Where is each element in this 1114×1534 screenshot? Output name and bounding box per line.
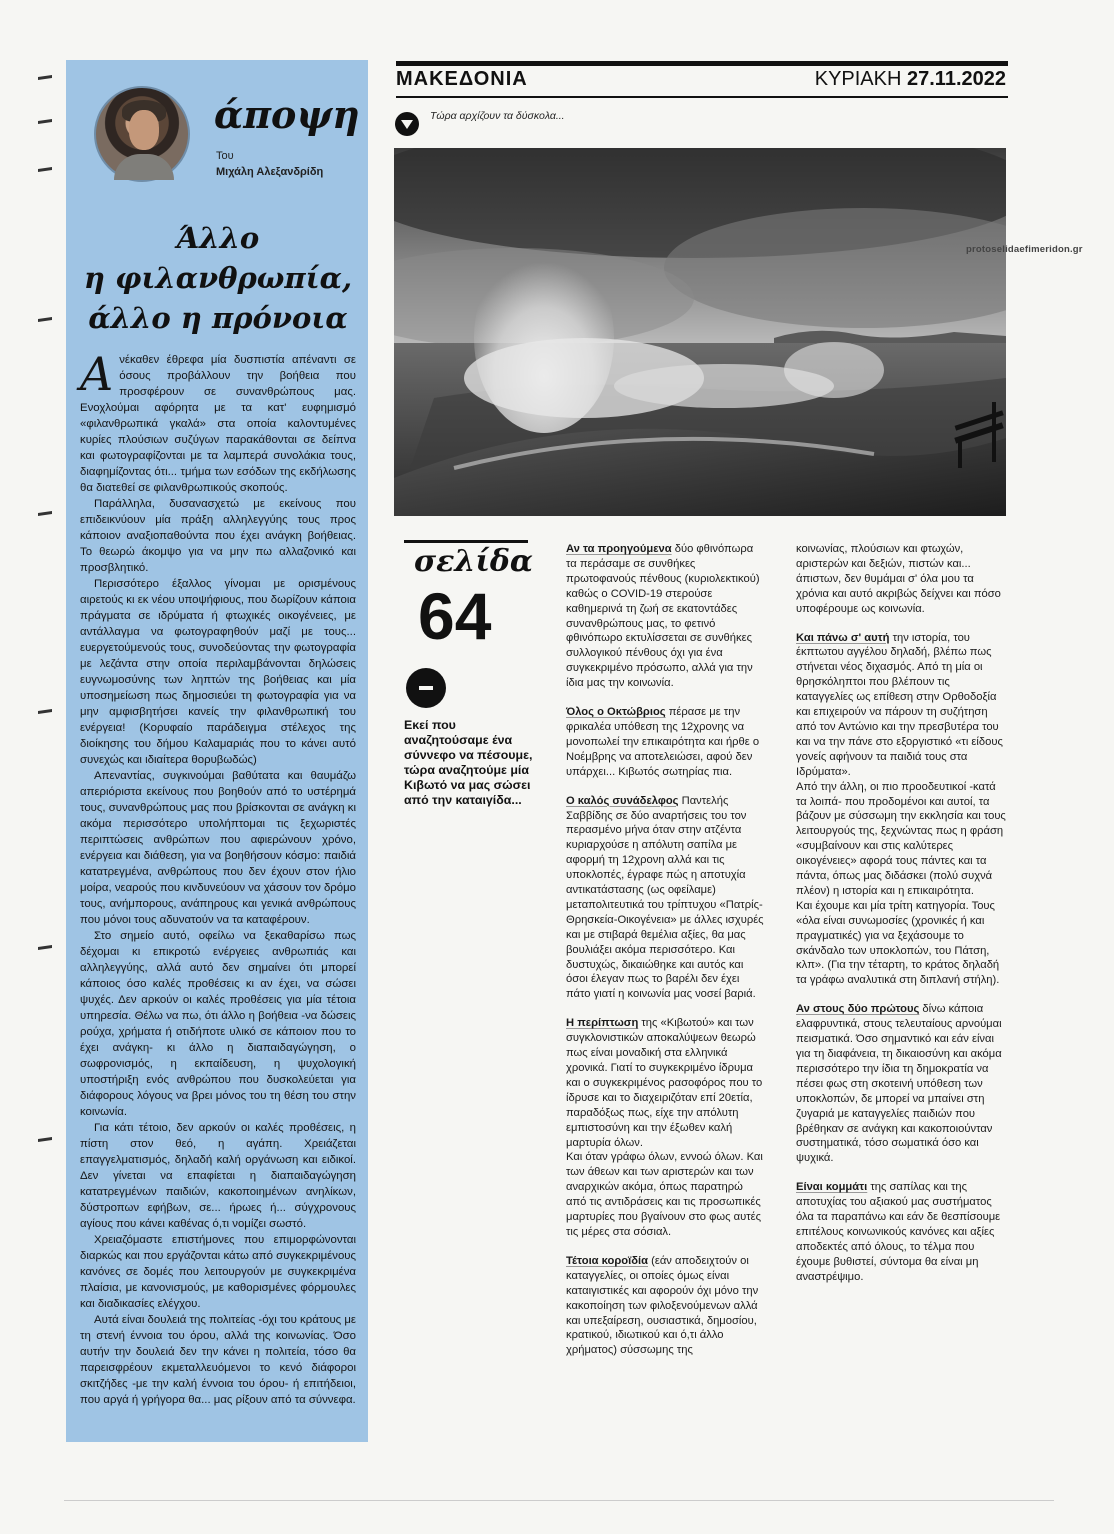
watermark-url: protoselidaefimeridon.gr <box>966 244 1083 255</box>
article-paragraph: Όλος ο Οκτώβριος πέρασε με την φρικαλέα υπόθεση της 12χρονης να μονοπωλεί την επικαιρότητα και ήρθε ο Νοέμβρης να αποτελειώσει, αφού δεν υπάρχει... Κιβωτός σωτηρίας πια. <box>566 706 760 778</box>
opinion-header <box>80 74 360 184</box>
page-number: 64 <box>418 579 492 653</box>
scan-mark <box>38 167 52 172</box>
article-paragraph: Είναι κομμάτι της σαπίλας και της αποτυχίας του αξιακού μας συστήματος όλα τα παραπάνω και εάν δε θεσπίσουμε επιτέλους κοινωνικούς κανόνες και αξίες αποδεκτές από όλους, το τέλμα που έχουμε βυθιστεί, σύντομα θα είναι μη αναστρέψιμο. <box>796 1181 1001 1283</box>
scan-mark <box>38 511 52 516</box>
masthead-rule <box>396 61 1008 66</box>
title-line: η φιλανθρωπία, <box>83 261 353 295</box>
opinion-paragraph: Για κάτι τέτοιο, δεν αρκούν οι καλές προθέσεις, η πίστη στον θεό, η αγάπη. Χρειάζεται επαγγελματισμός, δηλαδή καλή οργάνωση και ειδικοί. Δεν γίνεται να επαφίεται η διαπαιδαγώγηση κατατρεγμένων παιδιών, κακοποιημένων ανηλίκων, δύστροπων εφήβων, σε... ήρωες ή... σύγχρονους αγίους που κάνει καθένας ό,τι νομίζει σωστό. <box>80 1122 356 1230</box>
author-name: Μιχάλη Αλεξανδρίδη <box>216 166 324 178</box>
publication-date-value: 27.11.2022 <box>907 68 1006 90</box>
article-paragraph: Αν στους δύο πρώτους δίνω κάποια ελαφρυντικά, στους τελευταίους αρνούμαι πεισματικά. Όσο σημαντικό και εάν είναι για τη διαφάνεια, τη δικαιοσύνη και ακόμα περισσότερο την ίδια τη δημοκρατία να πέσει φως στη σκοτεινή υπόθεση των υποκλοπών, δε μπορεί να μπαίνει στη ζυγαριά με καταγγελίες παιδιών που βρέθηκαν σε ανάγκη και κακοποιούνταν συστηματικά, τόσο σωματικά όσο και ψυχικά. <box>796 1003 1002 1165</box>
opinion-title <box>80 218 356 338</box>
page-word: σελίδα <box>414 544 534 579</box>
opinion-paragraph: Ανέκαθεν έθρεφα μία δυσπιστία απέναντι σε όσους προβάλλουν την βοήθεια που προσφέρουν σε συνανθρώπους μας. Ενοχλούμαι αφόρητα με τα κατ' ευφημισμό «φιλανθρωπικά γκαλά» στα οποία καλοντυμένες κυρίες πλούσιων συζύγων παρακάθονται σε δείπνα και φωτογραφίζονται με τα λαμπερά συνολάκια τους, διαφημίζοντας ότι... τμήμα των εσόδων της εκδήλωσης θα διατεθεί σε φιλανθρωπικούς σκοπούς. <box>80 347 356 494</box>
article-paragraph: Η περίπτωση της «Κιβωτού» και των συγκλονιστικών αποκαλύψεων θεωρώ πως είναι μοναδική στα ελληνικά χρονικά. Γιατί το συγκεκριμένο ίδρυμα και ο συγκεκριμένος ρασοφόρος που το ίδρυσε και το διαχειριζόταν επί 20ετία, παραδόξως πως, είχε την απόλυτη εμπιστοσύνη και την έξωθεν καλή μαρτυρία όλων. Και όταν γράφω όλων, εννοώ όλων. Και των άθεων και των αριστερών και των αναρχικών ακόμα, όπως παρατηρώ από τις αντιδράσεις και τις προσωπικές μαρτυρίες που βγαίνουν στο φως αυτές τις μέρες στα σόσιαλ. <box>566 1017 763 1238</box>
article-paragraph: κοινωνίας, πλούσιων και φτωχών, αριστερών και δεξιών, πιστών και... άπιστων, δεν θυμάμαι σ' όλα μου τα χρόνια και αυτό ακριβώς δείχνει και πόσο υποφέρουμε ως κοινωνία. <box>796 543 1001 615</box>
scan-mark <box>38 119 52 124</box>
title-line: άλλο η πρόνοια <box>88 301 348 335</box>
page-number-box <box>404 540 534 653</box>
opinion-body <box>80 347 356 1408</box>
opinion-paragraph: Στο σημείο αυτό, οφείλω να ξεκαθαρίσω πως δέχομαι κι επικροτώ ενέργειες ανθρωπιάς και αλληλεγγύης, αλλά αυτό δεν σημαίνει ότι μπορεί κάποιος όσο καλές προθέσεις κι αν έχει, να σώσει ψυχές. Δεν αρκούν οι καλές προθέσεις για μία τέτοια υπηρεσία. Θέλω να πω, ότι άλλο η βοήθεια -να δώσεις ρούχα, χρήματα ή οτιδήποτε υλικό σε κάποιον που το έχει ανάγκη- κι άλλο η διαπαιδαγώγηση, ο σωφρονισμός, η εκπαίδευση, η ψυχολογική υποστήριξη ενός ανθρώπου που δυσκολεύεται για διάφορους λόγους να βρει μόνος του τη θέση του στην κοινωνία. <box>80 930 356 1118</box>
down-arrow-icon <box>395 112 419 136</box>
opinion-label: άποψη <box>214 92 360 137</box>
bottom-rule <box>64 1500 1054 1501</box>
opinion-column <box>66 60 368 1442</box>
article-paragraph: Και πάνω σ' αυτή την ιστορία, του έκπτωτου αγγέλου δηλαδή, βλέπω πως στήνεται νέος διχασμός. Από τη μία οι θρησκόληπτοι που βλέπουν τις καταγγελίες ως επίθεση στην Ορθοδοξία και επιχειρούν να πάρουν τη συζήτηση από τον Αντώνιο και την πρεσβυτέρα του και να την πάνε στο εξοργιστικό «τι είδους γονείς αφήνουν τα παιδιά τους στα Ιδρύματα». Από την άλλη, οι πιο προοδευτικοί -κατά τα λοιπά- που προδομένοι και αυτοί, τα βάζουν με σύσσωμη την εκκλησία και τους λειτουργούς της, ξεχνώντας πως η φράση «συμβαίνουν και στις καλύτερες οικογένειες» αφορά τους πάντες και τα πάντα, όπως μας διδάσκει (πολύ συχνά πλέον) η ιστορία και η επικαιρότητα. Και έχουμε και μία τρίτη κατηγορία. Τους «όλα είναι συνωμοσίες (χρονικές ή και πραγματικές) για να ξεχάσουμε το σκάνδαλο των υποκλοπών, του Πάτση, κλπ». (Για την τέταρτη, το κράτος δηλαδή τα γράφω αναλυτικά στη διπλανή στήλη). <box>796 631 1006 987</box>
storm-photo <box>394 148 1006 516</box>
dropcap: Α <box>80 347 114 401</box>
publication-date <box>815 68 1006 91</box>
article-paragraph: Τέτοια κοροϊδία (εάν αποδειχτούν οι καταγγελίες, οι οποίες όμως είναι καταιγιστικές και αφορούν όχι μόνο την κακοποίηση των φιλοξενούμενων αλλά και υπεξαίρεση, ουσιαστικά, δημοσίου, κρατικού, ιδιωτικού και ό,τι άλλο χρήματος) σύσσωμης της <box>566 1254 759 1357</box>
scan-mark <box>38 945 52 950</box>
scan-mark <box>38 709 52 714</box>
pull-quote: Εκεί που αναζητούσαμε ένα σύννεφο να πέσουμε, τώρα αναζητούμε μία Κιβωτό να μας σώσει από την καταιγίδα... <box>404 718 533 807</box>
opinion-paragraph: Περισσότερο έξαλλος γίνομαι με ορισμένους αιρετούς κι εκ νέου υποψήφιους, που δωρίζουν κάποια πράγματα σε ιδρύματα ή φτωχικές οικογένειες, με αντάλλαγμα να φωτογραφηθούν μαζί με τους... ευεργετούμενούς τους, συνοδεύοντας την φωτογραφία με λεζάντα στην οποία περιλαμβάνονται δηλώσεις ευγνωμοσύνης των ληπτών της βοήθειας και μία υποσημείωση πως δημοσιεύει τη φωτογραφία για να μην αμφισβητήσει κανείς την φιλανθρωπική του ενέργεια! (Κορυφαίο παράδειγμα στέλεχος της διοίκησης του δήμου Καλαμαριάς που το κάνει αυτό συνεχώς και ιδιαίτερα θορυβωδώς) <box>80 578 356 766</box>
byline-prefix: Του <box>216 150 234 162</box>
minus-icon <box>406 668 446 708</box>
opinion-paragraph: Αυτά είναι δουλειά της πολιτείας -όχι του κράτους με τη στενή έννοια του όρου, αλλά της κοινωνίας. Όσο αυτήν την δουλειά δεν την κάνει η πολιτεία, τόσο θα παρεισφρέουν εκμεταλλευόμενοι το κενό διάφοροι σκιτζήδες -με την καλή έννοια του όρου- ή επιτήδειοι, που αργά ή γρήγορα θα... μας ρίξουν από τα σύννεφα. <box>80 1314 356 1406</box>
masthead-rule <box>396 96 1008 98</box>
publication-day: ΚΥΡΙΑΚΗ <box>814 68 902 90</box>
opinion-paragraph: Παράλληλα, δυσανασχετώ με εκείνους που επιδεικνύουν μία πράξη αλληλεγγύης τους προς κάποιον αναξιοπαθούντα που έχει ανάγκη βοήθειας. Το θεωρώ άκομψο για να μην πω αλλαζονικό και προσβλητικό. <box>80 498 356 574</box>
article-column-right <box>796 542 1006 1285</box>
scan-mark <box>38 317 52 322</box>
opinion-paragraph: Απεναντίας, συγκινούμαι βαθύτατα και θαυμάζω απεριόριστα εκείνους που βοηθούν από το υστέρημά τους, συνανθρώπους μας που βρίσκονται σε ανάγκη κι ακόμα περισσότερο υπολήπτομαι τις ξεχωριστές περιπτώσεις ανθρώπων που αφιερώνουν χρόνο, ενέργεια και διάθεση, για να βοηθήσουν κόσμο: παιδιά κατατρεγμένα, ανθρώπους που δεν έχουν στον ήλιο μοίρα, νεαρούς που κινδυνεύουν να χάσουν τον δρόμο τους, ανήμπορους, ανάπηρους και γενικά ανθρώπους που μόνοι τους αδυνατούν να τα καταφέρουν. <box>80 770 356 926</box>
publication-name: ΜΑΚΕΔΟΝΙΑ <box>396 68 528 90</box>
article-column-middle <box>566 542 766 1358</box>
scan-mark <box>38 1137 52 1142</box>
title-line: Άλλο <box>176 221 260 255</box>
article-paragraph: Ο καλός συνάδελφος Παντελής Σαββίδης σε δύο αναρτήσεις του τον περασμένο μήνα όταν στην ατζέντα κυριαρχούσε η απόλυτη σαπίλα με αφορμή τη 12χρονη αλλά και τις υποκλοπές, έγραφε πώς η αποτυχία αντικατάστασης (ως οφείλαμε) μεταπολιτευτικά του τρίπτυχου «Πατρίς-Θρησκεία-Οικογένεια» με άλλες ισχυρές και με στιβαρά θεμέλια αξίες, θα μας βουλιάξει ακόμα περισσότερο. Και δυστυχώς, δικαιώθηκε και αυτός και όσοι έλεγαν πως το βαρέλι δεν έχει πάτο γιατί η κοινωνία μας νοσεί βαριά. <box>566 794 764 1001</box>
opinion-paragraph: Χρειαζόμαστε επιστήμονες που επιμορφώνονται διαρκώς και που εργάζονται κάτω από συγκεκριμένους κανόνες σε δομές που λειτουργούν με συγκεκριμένα πλαίσια, με κανονισμούς, με καθορισμένες φόρμουλες και διαδικασίες ελέγχου. <box>80 1234 356 1310</box>
article-paragraph: Αν τα προηγούμενα δύο φθινόπωρα τα περάσαμε σε συνθήκες πρωτοφανούς πένθους (κυριολεκτικού) καθώς ο COVID-19 στερούσε καθημερινά τη ζωή σε εκατοντάδες συνανθρώπους μας, το φετινό φθινόπωρο εκτυλίσσεται σε συνθήκες συλλογικού πένθους όχι για ένα συγκεκριμένο πρόσωπο, αλλά για την ίδια μας την κοινωνία. <box>566 543 760 690</box>
article-kicker: Τώρα αρχίζουν τα δύσκολα... <box>430 110 565 122</box>
scan-mark <box>38 75 52 80</box>
author-avatar <box>94 86 190 182</box>
